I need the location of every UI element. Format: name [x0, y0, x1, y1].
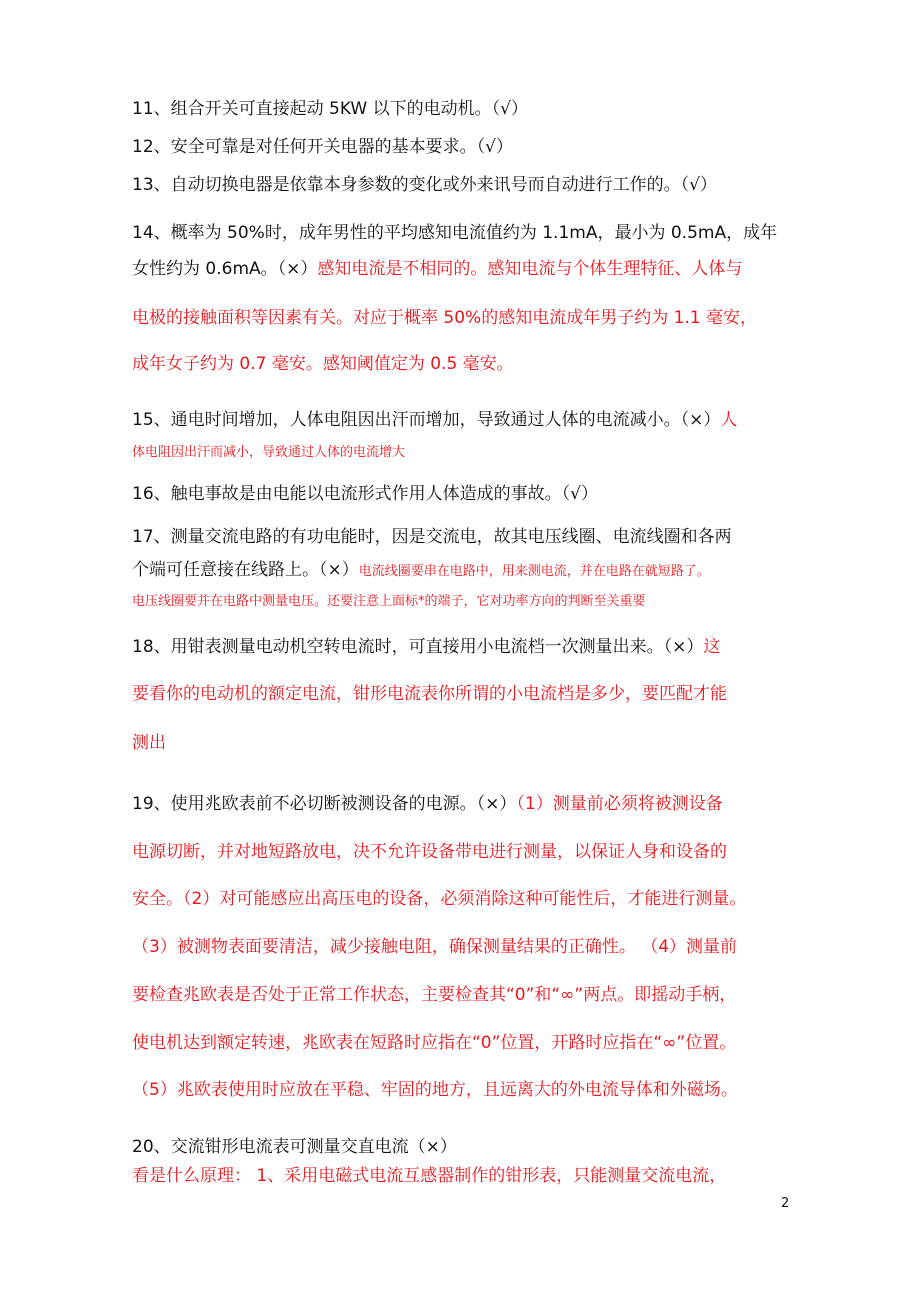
item-11-line-1 [132, 101, 802, 118]
question-text: 女性约为 0.6mA。（×） [132, 259, 318, 279]
item-19-line-2 [132, 844, 802, 861]
question-text: 20、交流钳形电流表可测量交直电流（×） [132, 1137, 457, 1157]
item-14-line-4 [132, 356, 802, 373]
annotation-text: 安全。（2）对可能感应出高压电的设备，必须消除这种可能性后，才能进行测量。 [132, 889, 747, 909]
annotation-text: 电压线圈要并在电路中测量电压。还要注意上面标*的端子，它对功率方向的判断至关重要 [132, 594, 646, 609]
question-text: 14、概率为 50%时，成年男性的平均感知电流值约为 1.1mA，最小为 0.5mA，成年 [132, 223, 778, 243]
question-text: 19、使用兆欧表前不必切断被测设备的电源。（×） [132, 794, 517, 814]
question-text: 个端可任意接在线路上。（×） [132, 560, 359, 580]
question-text: 12、安全可靠是对任何开关电器的基本要求。（√） [132, 137, 513, 157]
item-13-line-1 [132, 177, 802, 194]
question-text: 11、组合开关可直接起动 5KW 以下的电动机。（√） [132, 99, 528, 119]
item-15-line-2 [132, 446, 802, 459]
annotation-text: 要看你的电动机的额定电流，钳形电流表你所谓的小电流档是多少，要匹配才能 [132, 684, 727, 704]
item-14-line-1 [132, 225, 802, 242]
annotation-text: 看是什么原理： 1、采用电磁式电流互感器制作的钳形表，只能测量交流电流， [132, 1166, 727, 1186]
question-text: 18、用钳表测量电动机空转电流时，可直接用小电流档一次测量出来。（×） [132, 637, 704, 657]
item-18-line-3 [132, 735, 802, 752]
question-text: 13、自动切换电器是依靠本身参数的变化或外来讯号而自动进行工作的。（√） [132, 175, 717, 195]
annotation-text: 这 [703, 637, 721, 657]
item-16-line-1 [132, 486, 802, 503]
annotation-text: （5）兆欧表使用时应放在平稳、牢固的地方，且远离大的外电流导体和外磁场。 [132, 1080, 738, 1100]
item-18-line-1 [132, 639, 802, 656]
question-text: 15、通电时间增加，人体电阻因出汗而增加，导致通过人体的电流减小。（×） [132, 410, 721, 430]
item-14-line-3 [132, 310, 802, 327]
item-20-line-2 [132, 1168, 802, 1185]
item-19-line-1 [132, 796, 802, 813]
annotation-text: 使电机达到额定转速，兆欧表在短路时应指在“0”位置，开路时应指在“∞”位置。 [132, 1033, 737, 1053]
item-15-line-1 [132, 412, 802, 429]
question-text: 17、测量交流电路的有功电能时，因是交流电，故其电压线圈、电流线圈和各两 [132, 527, 732, 547]
annotation-text: 电流线圈要串在电路中，用来测电流，并在电路在就短路了。 [358, 564, 710, 579]
item-12-line-1 [132, 139, 802, 156]
item-17-line-1 [132, 529, 802, 546]
annotation-text: 感知电流是不相同的。感知电流与个体生理特征、人体与 [317, 259, 743, 279]
annotation-text: 要检查兆欧表是否处于正常工作状态，主要检查其“0”和“∞”两点。即摇动手柄， [132, 985, 737, 1005]
question-text: 16、触电事故是由电能以电流形式作用人体造成的事故。（√） [132, 484, 598, 504]
annotation-text: （1）测量前必须将被测设备 [516, 794, 723, 814]
annotation-text: 测出 [132, 733, 166, 753]
page-number: 2 [781, 1196, 790, 1211]
item-20-line-1 [132, 1139, 802, 1156]
item-19-line-7 [132, 1082, 802, 1099]
item-18-line-2 [132, 686, 802, 703]
item-17-line-3 [132, 595, 802, 608]
annotation-text: 成年女子约为 0.7 毫安。感知阈值定为 0.5 毫安。 [132, 354, 514, 374]
item-19-line-6 [132, 1035, 802, 1052]
annotation-text: （3）被测物表面要清洁，减少接触电阻，确保测量结果的正确性。 （4）测量前 [132, 937, 738, 957]
annotation-text: 电极的接触面积等因素有关。对应于概率 50%的感知电流成年男子约为 1.1 毫安， [132, 308, 758, 328]
item-19-line-4 [132, 939, 802, 956]
item-14-line-2 [132, 261, 802, 278]
annotation-text: 体电阻因出汗而减小，导致通过人体的电流增大 [132, 445, 406, 460]
annotation-text: 电源切断，并对地短路放电，决不允许设备带电进行测量，以保证人身和设备的 [132, 842, 727, 862]
item-17-line-2 [132, 562, 802, 579]
item-19-line-3 [132, 891, 802, 908]
item-19-line-5 [132, 987, 802, 1004]
annotation-text: 人 [720, 410, 738, 430]
